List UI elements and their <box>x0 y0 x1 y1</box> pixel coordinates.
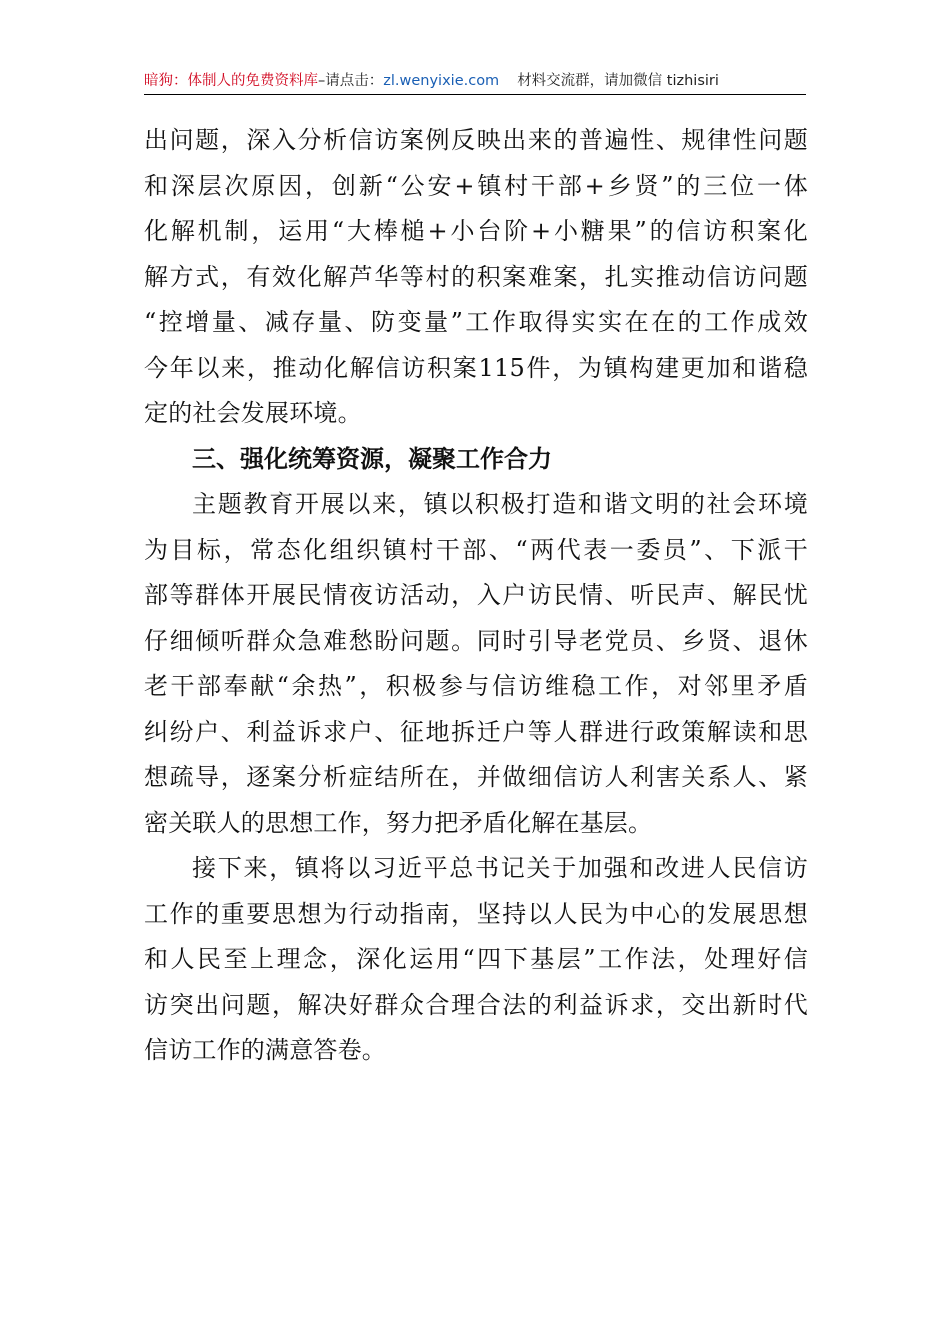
text-line: 部等群体开展民情夜访活动，入户访民情、听民声、解民忧 <box>144 581 808 609</box>
text-line: 主题教育开展以来，镇以积极打造和谐文明的社会环境 <box>192 490 808 518</box>
text-line: 信访工作的满意答卷。 <box>144 1036 386 1064</box>
text-line: 出问题，深入分析信访案例反映出来的普遍性、规律性问题 <box>144 126 808 154</box>
header-contact: 材料交流群，请加微信 tizhisiri <box>517 73 719 89</box>
text-line: 纠纷户、利益诉求户、征地拆迁户等人群进行政策解读和思 <box>144 717 808 746</box>
page-header <box>144 70 806 95</box>
text-line: 访突出问题，解决好群众合理合法的利益诉求，交出新时代 <box>144 990 808 1019</box>
section-heading: 三、强化统筹资源，凝聚工作合力 <box>192 444 552 473</box>
text-line: 想疏导，逐案分析症结所在，并做细信访人利害关系人、紧 <box>144 763 808 791</box>
text-line: 密关联人的思想工作，努力把矛盾化解在基层。 <box>144 808 653 837</box>
text-line: 仔细倾听群众急难愁盼问题。同时引导老党员、乡贤、退休 <box>144 626 808 655</box>
paragraph-1 <box>144 118 808 437</box>
paragraph-2 <box>144 482 808 846</box>
text-line: 解方式，有效化解芦华等村的积案难案，扎实推动信访问题 <box>144 262 808 291</box>
text-line: 接下来，镇将以习近平总书记关于加强和改进人民信访 <box>192 854 808 882</box>
document-body <box>144 118 808 1074</box>
text-line: 工作的重要思想为行动指南，坚持以人民为中心的发展思想 <box>144 899 808 928</box>
text-line: 化解机制，运用“大棒槌+小台阶+小糖果”的信访积案化 <box>144 217 808 245</box>
header-dash: – <box>318 73 326 89</box>
header-brand: 暗狗：体制人的免费资料库 <box>144 73 318 89</box>
text-line: 和深层次原因，创新“公安+镇村干部+乡贤”的三位一体 <box>144 171 808 200</box>
text-line: “控增量、减存量、防变量”工作取得实实在在的工作成效 <box>144 308 808 336</box>
header-link[interactable]: zl.wenyixie.com <box>383 73 500 89</box>
text-line: 和人民至上理念，深化运用“四下基层”工作法，处理好信 <box>144 945 808 973</box>
text-line: 为目标，常态化组织镇村干部、“两代表一委员”、下派干 <box>144 535 808 564</box>
text-line: 定的社会发展环境。 <box>144 399 362 427</box>
header-cta: 请点击： <box>325 73 384 89</box>
text-line: 今年以来，推动化解信访积案115件，为镇构建更加和谐稳 <box>144 353 808 382</box>
paragraph-3 <box>144 846 808 1074</box>
text-line: 老干部奉献“余热”，积极参与信访维稳工作，对邻里矛盾 <box>144 672 808 700</box>
